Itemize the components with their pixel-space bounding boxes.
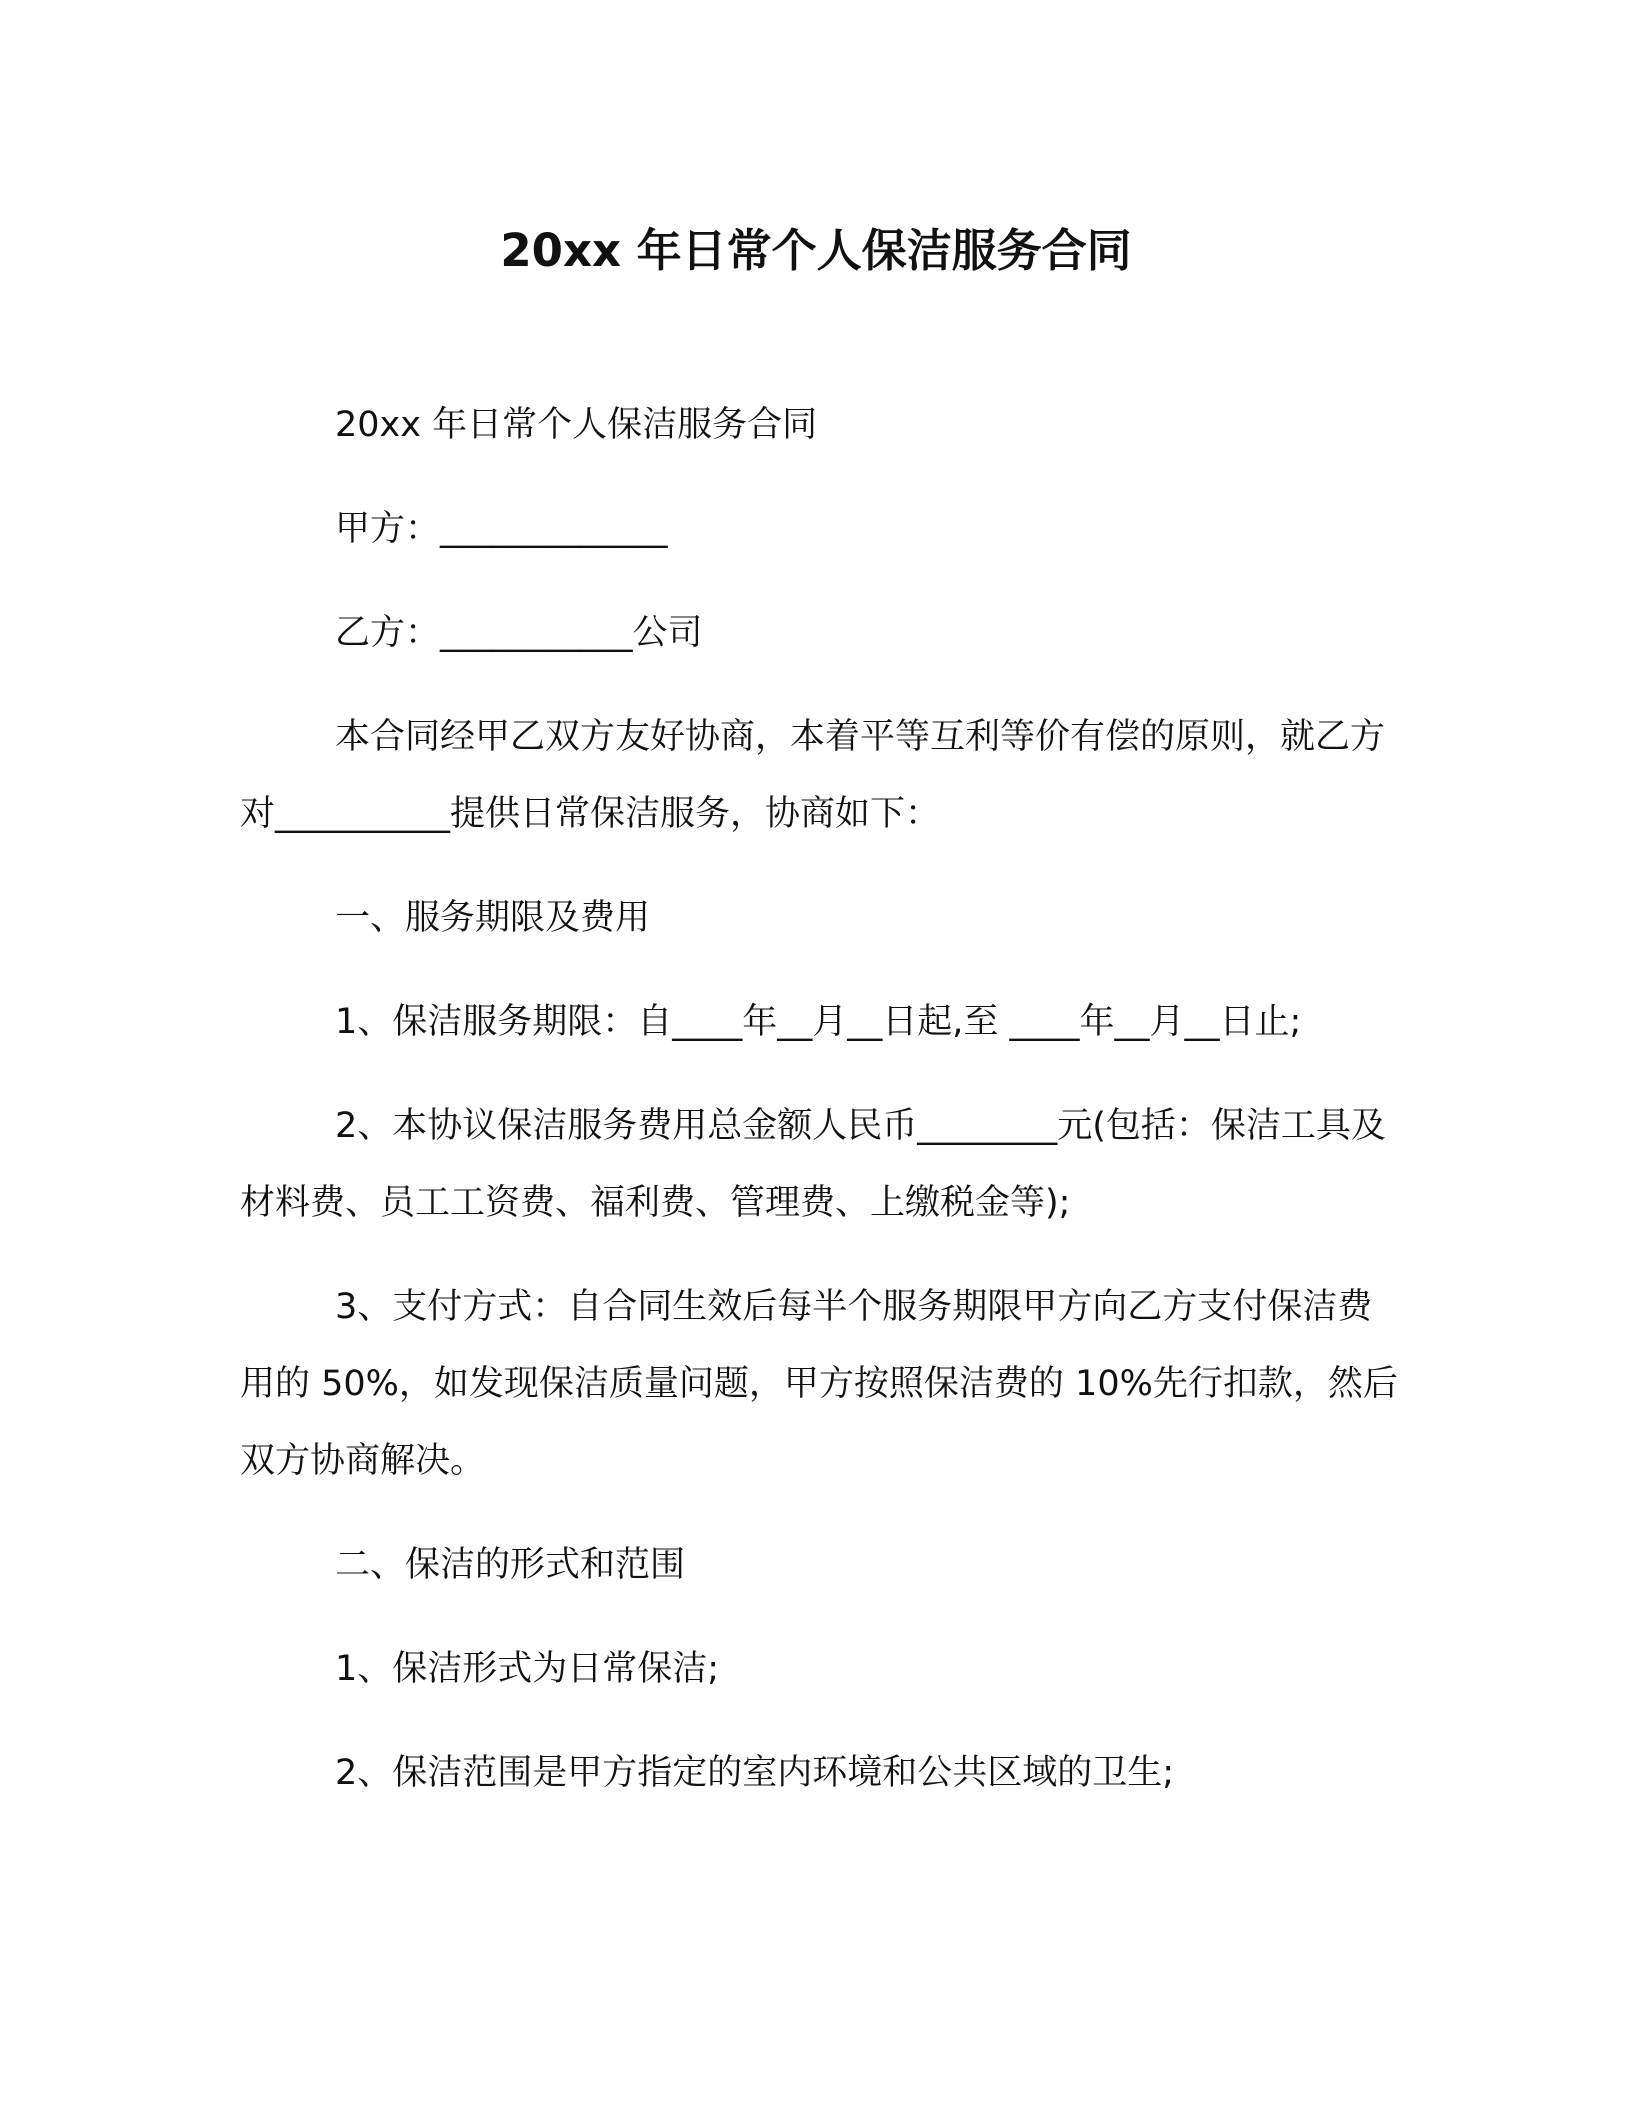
section-heading-1: 一、服务期限及费用 <box>335 898 651 938</box>
paragraph-service-period: 1、保洁服务期限：自____年__月__日起,至 ____年__月__日止; <box>335 1002 1302 1042</box>
paragraph-subtitle: 20xx 年日常个人保洁服务合同 <box>335 405 818 445</box>
paragraph-cleaning-scope: 2、保洁范围是甲方指定的室内环境和公共区域的卫生; <box>335 1753 1175 1793</box>
document-title: 20xx 年日常个人保洁服务合同 <box>500 224 1132 277</box>
paragraph-service-fee: 2、本协议保洁服务费用总金额人民币________元(包括：保洁工具及材料费、员工工资费、福利费、管理费、上缴税金等); <box>240 1106 1386 1223</box>
paragraph-payment-method: 3、支付方式：自合同生效后每半个服务期限甲方向乙方支付保洁费用的 50%，如发现保洁质量问题，甲方按照保洁费的 10%先行扣款，然后双方协商解决。 <box>240 1287 1398 1481</box>
paragraph-party-a: 甲方：_____________ <box>335 509 668 549</box>
section-heading-2: 二、保洁的形式和范围 <box>335 1545 686 1585</box>
paragraph-intro: 本合同经甲乙双方友好协商，本着平等互利等价有偿的原则，就乙方对__________提供日常保洁服务，协商如下： <box>240 717 1386 834</box>
paragraph-party-b: 乙方：___________公司 <box>335 613 703 653</box>
document-body <box>240 387 1400 1839</box>
paragraph-cleaning-form: 1、保洁形式为日常保洁; <box>335 1649 720 1689</box>
